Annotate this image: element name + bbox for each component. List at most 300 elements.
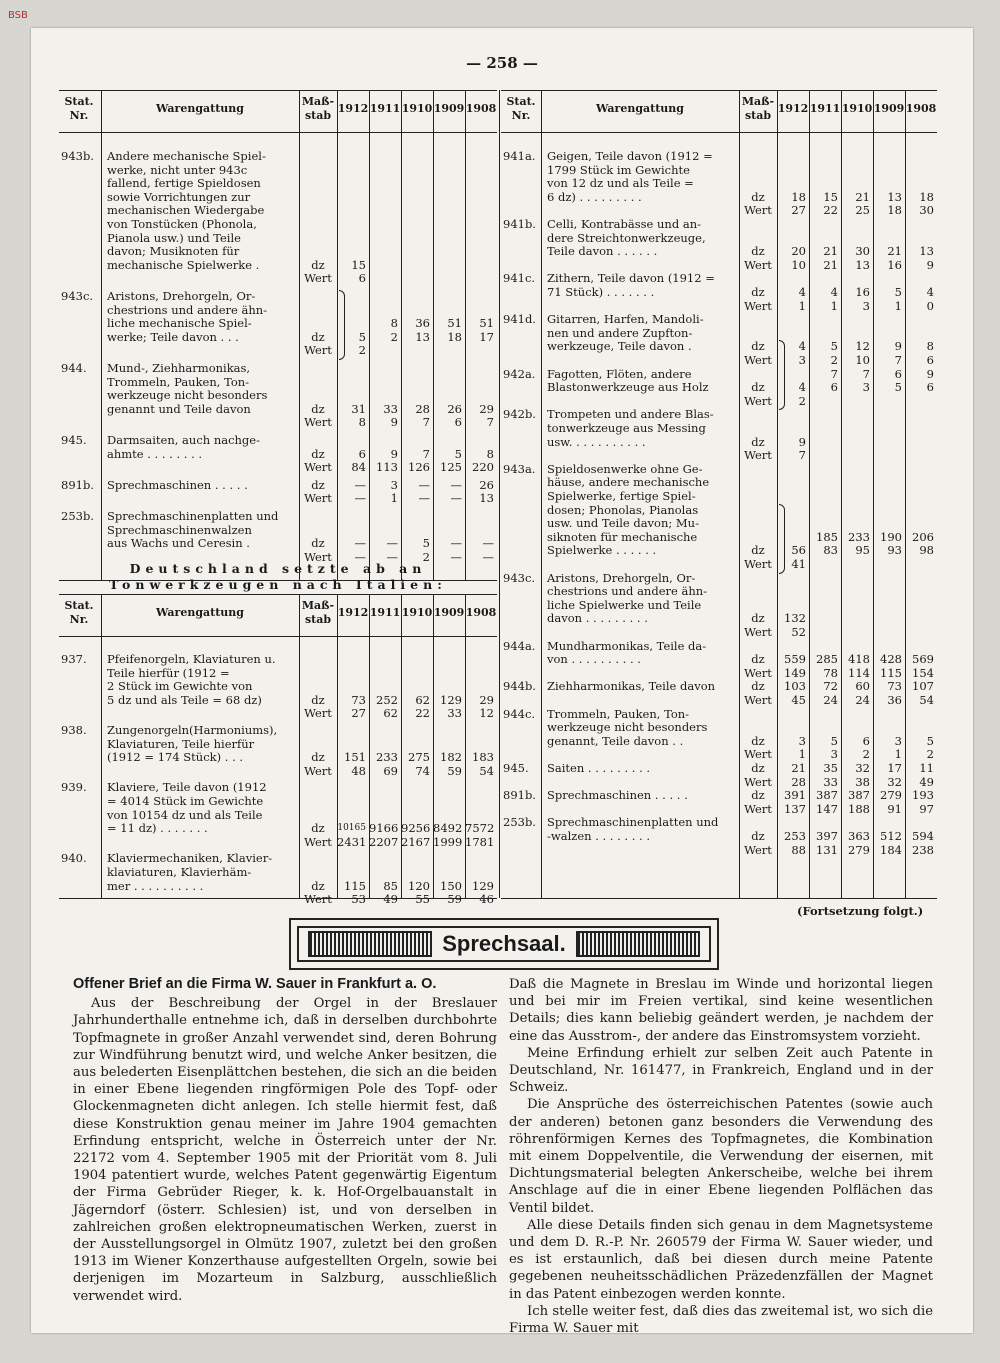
banner-pattern-right [576, 931, 700, 957]
row-description: mechanische Spielwerke . [107, 257, 260, 272]
group-brace [779, 504, 785, 574]
row-value: 38 [855, 774, 870, 789]
row-unit: dz [311, 401, 325, 416]
row-value: 9 [390, 415, 398, 430]
row-value: — [354, 477, 366, 492]
row-value: 182 [440, 750, 462, 765]
row-value: 45 [791, 693, 806, 707]
row-unit: Wert [744, 625, 772, 639]
row-value: 20 [791, 244, 806, 259]
row-value: 21 [823, 257, 838, 272]
row-unit: dz [311, 692, 325, 707]
row-value: 7 [798, 448, 806, 463]
row-value: 149 [784, 665, 806, 680]
library-stamp: BSB [8, 10, 28, 21]
row-value: 85 [383, 878, 398, 893]
row-description: Ziehharmonikas, Teile davon [547, 679, 716, 694]
row-unit: Wert [304, 834, 332, 849]
row-value: 6 [862, 733, 870, 748]
row-description: Mundharmonikas, Teile da- [547, 638, 707, 653]
row-description: mer . . . . . . . . . . [107, 878, 204, 893]
row-value: — [418, 491, 430, 506]
row-description: Celli, Kontrabässe und an- [547, 217, 701, 231]
row-value: 120 [408, 878, 430, 893]
row-value: 6 [358, 446, 366, 461]
row-value: 9 [390, 446, 398, 461]
row-unit: dz [311, 821, 325, 836]
row-description: Spielwerke, fertige Spiel- [547, 489, 696, 503]
row-value: 279 [848, 842, 870, 857]
row-value: 1 [798, 298, 806, 313]
row-unit: Wert [304, 491, 332, 506]
row-value: 52 [791, 625, 806, 639]
row-value: 2167 [401, 834, 431, 849]
row-description: Geigen, Teile davon (1912 = [547, 149, 713, 163]
row-value: 137 [784, 801, 806, 816]
stat-nr-header: Stat. Nr. [64, 95, 94, 122]
row-value-combined: 13 [415, 329, 430, 344]
row-value: 2 [422, 549, 430, 564]
row-description: aus Wachs und Ceresin . [107, 536, 250, 551]
row-unit: dz [751, 543, 765, 558]
row-value: 53 [351, 892, 366, 907]
row-value: 131 [816, 842, 838, 857]
row-value-combined: 6 [830, 380, 838, 395]
row-stat-nr: 939. [61, 780, 87, 795]
row-value-combined: 185 [816, 529, 838, 544]
row-value: 18 [887, 203, 902, 218]
year-header: 1909 [433, 102, 465, 115]
row-value: 84 [351, 460, 366, 475]
row-value: — [450, 536, 462, 551]
row-value: — [418, 477, 430, 492]
row-value: 5 [830, 339, 838, 354]
row-value: 78 [823, 665, 838, 680]
row-value: 55 [415, 892, 430, 907]
row-value: 7 [422, 446, 430, 461]
row-stat-nr: 938. [61, 723, 87, 737]
row-value: 103 [784, 679, 806, 694]
row-description: Trompeten und andere Blas- [547, 407, 714, 422]
row-value: 5 [358, 329, 366, 344]
row-stat-nr: 944. [61, 361, 87, 375]
row-value-combined: 93 [887, 543, 902, 558]
row-value: 28 [415, 401, 430, 416]
row-description: Mund-, Ziehharmonikas, [107, 361, 251, 375]
row-value: 107 [912, 679, 934, 694]
row-description: fallend, fertige Spieldosen [107, 176, 261, 191]
row-description: liche mechanische Spiel- [107, 316, 252, 331]
column-rule [739, 90, 740, 898]
table-header-top-rule [59, 90, 497, 91]
row-value-combined: 83 [823, 543, 838, 558]
column-rule [337, 594, 338, 898]
row-unit: dz [751, 380, 765, 395]
row-value: 9 [894, 339, 902, 354]
row-description: Pianola usw.) und Teile [107, 230, 241, 245]
row-description: (1912 = 174 Stück) . . . [107, 750, 244, 765]
year-header: 1912 [337, 102, 369, 115]
row-value-combined: 51 [479, 316, 494, 331]
row-value: 9166 [369, 821, 399, 836]
year-header: 1908 [905, 102, 937, 115]
row-unit: Wert [744, 801, 772, 816]
row-value: 397 [816, 829, 838, 843]
row-unit: dz [751, 339, 765, 354]
row-description: Sprechmaschinen . . . . . [547, 788, 688, 803]
row-value: 73 [351, 692, 366, 707]
row-unit: dz [311, 750, 325, 765]
row-value: 594 [912, 829, 934, 843]
row-unit: dz [311, 477, 325, 492]
row-value: 62 [415, 692, 430, 707]
letter-paragraph: Alle diese Details finden sich genau in dem Magnetsysteme und dem D. R.-P. Nr. 260579 der Firma W. Sauer wieder, und es ist erstaunlich, daß bei diesen durch meine Patente gegebenen neuheitsschädlichen Präzedenzfällen der Magnet in das Patent einbezogen werden konnte. [509, 1217, 933, 1302]
row-description: Sprechmaschinenplatten und [547, 815, 719, 830]
row-stat-nr: 945. [61, 433, 87, 447]
row-value: 129 [472, 878, 494, 893]
row-value: 391 [784, 788, 806, 803]
row-description: siknoten für mechanische [547, 529, 698, 544]
row-value: 193 [912, 788, 934, 803]
row-unit: Wert [744, 557, 772, 571]
row-value: 16 [855, 285, 870, 299]
row-unit: Wert [744, 747, 772, 762]
row-value: 125 [440, 460, 462, 475]
warengattung-header: Warengattung [156, 606, 244, 619]
table-bottom-rule [501, 898, 937, 899]
row-value: 73 [887, 679, 902, 694]
row-value: — [354, 549, 366, 564]
row-value: 9 [798, 434, 806, 449]
row-value: 16 [887, 257, 902, 272]
row-value: 387 [848, 788, 870, 803]
year-header: 1912 [777, 102, 809, 115]
row-value: 114 [848, 665, 870, 680]
row-description: klaviaturen, Klavierhäm- [107, 865, 252, 879]
row-description: von Tonstücken (Phonola, [107, 217, 257, 231]
row-value: 115 [344, 878, 366, 893]
row-value: 1 [390, 491, 398, 506]
row-value: 512 [880, 829, 902, 843]
year-header: 1911 [369, 606, 401, 619]
row-value: 9256 [401, 821, 431, 836]
row-description: Andere mechanische Spiel- [107, 149, 266, 163]
letter-paragraph: Ich stelle weiter fest, daß dies das zweitemal ist, wo sich die Firma W. Sauer mit [509, 1303, 933, 1337]
row-description: Sprechmaschinenwalzen [107, 522, 252, 537]
row-value: 56 [791, 543, 806, 558]
row-description: genannt und Teile davon [107, 401, 251, 416]
row-value: 74 [415, 763, 430, 778]
row-stat-nr: 944b. [503, 679, 536, 694]
row-stat-nr: 937. [61, 652, 87, 666]
row-value: 48 [351, 763, 366, 778]
row-value-combined: 7 [862, 366, 870, 381]
row-value-combined: 8 [390, 316, 398, 331]
row-description: Zungenorgeln(Harmoniums), [107, 723, 278, 737]
column-rule [541, 90, 542, 898]
row-description: davon; Musiknoten für [107, 244, 240, 259]
banner-pattern-left [308, 931, 432, 957]
row-description: usw. . . . . . . . . . . [547, 434, 646, 449]
row-unit: dz [751, 244, 765, 259]
row-stat-nr: 943a. [503, 461, 536, 476]
letter-left-column [73, 976, 497, 1305]
row-value: 2 [926, 747, 934, 762]
row-value: 15 [823, 189, 838, 204]
row-description: Blastonwerkzeuge aus Holz [547, 380, 709, 395]
row-value: 11 [919, 761, 934, 775]
row-value: 21 [791, 761, 806, 775]
row-value: 4 [926, 285, 934, 299]
row-value: 4 [798, 380, 806, 395]
row-description: sowie Vorrichtungen zur [107, 189, 251, 204]
row-stat-nr: 891b. [503, 788, 536, 803]
year-header: 1908 [465, 606, 497, 619]
row-value: 3 [894, 733, 902, 748]
row-unit: Wert [304, 271, 332, 286]
row-value: 54 [919, 693, 934, 707]
row-unit: dz [751, 733, 765, 748]
row-description: davon . . . . . . . . . [547, 611, 648, 626]
row-description: Aristons, Drehorgeln, Or- [547, 570, 696, 585]
row-value: 129 [440, 692, 462, 707]
row-value: 2 [830, 353, 838, 367]
row-value-combined: 3 [862, 380, 870, 395]
row-unit: Wert [744, 257, 772, 272]
row-description: Spielwerke . . . . . . [547, 543, 657, 558]
row-value: — [386, 549, 398, 564]
row-value: 1781 [465, 834, 495, 849]
row-value: 59 [447, 892, 462, 907]
row-unit: Wert [744, 774, 772, 789]
row-value: 569 [912, 652, 934, 667]
row-value: 22 [823, 203, 838, 218]
row-description: nen und andere Zupfton- [547, 325, 693, 340]
column-rule [465, 594, 466, 898]
row-description: werke, nicht unter 943c [107, 162, 248, 177]
row-description: Saiten . . . . . . . . . [547, 761, 651, 775]
row-value: 26 [447, 401, 462, 416]
row-value: 33 [823, 774, 838, 789]
row-value: 30 [855, 244, 870, 259]
row-description: Trommeln, Pauken, Ton- [107, 374, 250, 389]
row-value: 238 [912, 842, 934, 857]
row-value: 8 [486, 446, 494, 461]
row-stat-nr: 940. [61, 851, 87, 866]
row-value: 28 [791, 774, 806, 789]
letter-paragraph: Daß die Magnete in Breslau im Winde und horizontal liegen und bei mir im Freien vertikal, sind keine wesentlichen Details; dies kann beliebig geändert werden, je nachdem der eine das Ausstrom-, der andere das Einstromsystem vorzieht. [509, 977, 933, 1044]
row-value: 49 [919, 774, 934, 789]
row-value: 10165 [337, 823, 366, 834]
massstab-header: Maß- stab [301, 95, 335, 122]
page-sheet [31, 28, 973, 1337]
row-value: 6 [358, 271, 366, 286]
row-value: — [354, 491, 366, 506]
row-value-combined: 36 [415, 316, 430, 331]
italy-caption: Deutschland setzte ab an Tonwerkzeugen nach Italien: [109, 561, 447, 592]
row-description: 5 dz und als Teile = 68 dz) [107, 692, 262, 707]
row-description: werkzeuge, Teile davon . [547, 339, 692, 354]
row-stat-nr: 941c. [503, 271, 536, 286]
row-value: — [354, 536, 366, 551]
row-value-combined: 2 [390, 329, 398, 344]
row-value: 5 [894, 285, 902, 299]
row-value: 46 [479, 892, 494, 907]
row-value: — [450, 549, 462, 564]
year-header: 1912 [337, 606, 369, 619]
row-unit: dz [751, 829, 765, 843]
row-unit: Wert [744, 448, 772, 463]
row-description: Klaviere, Teile davon (1912 [107, 780, 267, 795]
row-stat-nr: 944a. [503, 638, 536, 653]
group-brace [779, 340, 785, 410]
row-value-combined: 233 [848, 529, 870, 544]
row-description: Klaviaturen, Teile hierfür [107, 736, 255, 751]
row-value: 17 [887, 761, 902, 775]
row-value: 41 [791, 557, 806, 571]
row-value: 1 [894, 747, 902, 762]
row-value: 7 [422, 415, 430, 430]
row-value-combined: 51 [447, 316, 462, 331]
row-value-combined: 5 [894, 380, 902, 395]
row-description: Aristons, Drehorgeln, Or- [107, 289, 256, 303]
row-value: 12 [479, 706, 494, 721]
row-value: — [450, 491, 462, 506]
row-value: 21 [855, 189, 870, 204]
row-description: mechanischen Wiedergabe [107, 203, 265, 218]
row-value: 97 [919, 801, 934, 816]
year-header: 1911 [809, 102, 841, 115]
row-unit: Wert [304, 343, 332, 358]
row-value: 1 [894, 298, 902, 313]
table-header-top-rule [501, 90, 937, 91]
row-value: 3 [798, 353, 806, 367]
column-rule [433, 594, 434, 898]
row-stat-nr: 253b. [61, 509, 94, 523]
row-value: 1 [798, 747, 806, 762]
row-stat-nr: 943b. [61, 149, 94, 163]
row-unit: Wert [744, 393, 772, 408]
row-description: = 11 dz) . . . . . . . [107, 821, 208, 836]
row-value: 559 [784, 652, 806, 667]
row-description: Gitarren, Harfen, Mandoli- [547, 312, 704, 327]
row-value: 33 [447, 706, 462, 721]
row-description: usw. und Teile davon; Mu- [547, 516, 699, 531]
row-value: 132 [784, 611, 806, 626]
row-value: 285 [816, 652, 838, 667]
row-value: 25 [855, 203, 870, 218]
row-unit: dz [311, 446, 325, 461]
row-description: werkzeuge nicht besonders [107, 388, 268, 403]
row-value: — [450, 477, 462, 492]
row-value: 21 [823, 244, 838, 259]
year-header: 1910 [841, 102, 873, 115]
row-value-combined: 190 [880, 529, 902, 544]
row-value: 31 [351, 401, 366, 416]
row-value-combined: 98 [919, 543, 934, 558]
row-description: liche Spielwerke und Teile [547, 597, 702, 612]
row-stat-nr: 942a. [503, 366, 536, 381]
row-value: 184 [880, 842, 902, 857]
row-value: 126 [408, 460, 430, 475]
row-description: Trommeln, Pauken, Ton- [547, 706, 690, 721]
row-value: 49 [383, 892, 398, 907]
row-value: 26 [479, 477, 494, 492]
row-description: Klaviermechaniken, Klavier- [107, 851, 273, 866]
row-unit: Wert [744, 298, 772, 313]
row-value: 428 [880, 652, 902, 667]
row-unit: dz [751, 285, 765, 299]
row-description: = 4014 Stück im Gewichte [107, 794, 264, 808]
massstab-header: Maß- stab [741, 95, 775, 122]
row-unit: dz [311, 257, 325, 272]
row-description: 1799 Stück im Gewichte [547, 162, 690, 177]
row-value: 13 [887, 189, 902, 204]
table-header-bottom-rule [59, 132, 497, 133]
row-value: 183 [472, 750, 494, 765]
row-value: 5 [830, 733, 838, 748]
row-value: 363 [848, 829, 870, 843]
year-header: 1909 [433, 606, 465, 619]
column-rule [299, 90, 300, 580]
row-value: 59 [447, 763, 462, 778]
row-value: 7572 [465, 821, 495, 836]
row-description: von 10154 dz und als Teile [107, 807, 263, 822]
row-value-combined: 17 [479, 329, 494, 344]
row-value: 5 [454, 446, 462, 461]
row-description: von 12 dz und als Teile = [547, 176, 694, 191]
row-stat-nr: 943c. [61, 289, 94, 303]
stat-nr-header: Stat. Nr. [506, 95, 536, 122]
row-value: 150 [440, 878, 462, 893]
row-description: genannt, Teile davon . . [547, 733, 684, 748]
row-description: dosen; Phonolas, Pianolas [547, 502, 699, 517]
row-stat-nr: 941d. [503, 312, 536, 327]
row-value: 3 [862, 298, 870, 313]
row-description: ahmte . . . . . . . . [107, 446, 203, 461]
row-value: 7 [894, 353, 902, 367]
row-value: 233 [376, 750, 398, 765]
row-value: 60 [855, 679, 870, 694]
row-description: Zithern, Teile davon (1912 = [547, 271, 715, 286]
row-stat-nr: 945. [503, 761, 529, 775]
row-value: 6 [454, 415, 462, 430]
banner-title: Sprechsaal. [442, 931, 566, 956]
row-unit: Wert [744, 353, 772, 367]
row-stat-nr: 941b. [503, 217, 536, 231]
row-description: Spieldosenwerke ohne Ge- [547, 461, 703, 476]
row-value: 35 [823, 761, 838, 775]
row-value: 2 [798, 393, 806, 408]
row-value: 13 [855, 257, 870, 272]
row-value: 3 [798, 733, 806, 748]
row-value: 154 [912, 665, 934, 680]
row-unit: Wert [304, 549, 332, 564]
row-value: 2207 [369, 834, 399, 849]
row-unit: dz [311, 878, 325, 893]
continuation-note: (Fortsetzung folgt.) [797, 904, 924, 918]
table-header-bottom-rule [501, 132, 937, 133]
row-value: 253 [784, 829, 806, 843]
letter-heading: Offener Brief an die Firma W. Sauer in Frankfurt a. O. [73, 976, 437, 992]
year-header: 1909 [873, 102, 905, 115]
year-header: 1908 [465, 102, 497, 115]
row-stat-nr: 253b. [503, 815, 536, 830]
row-value: 24 [823, 693, 838, 707]
row-description: chestrions und andere ähn- [547, 584, 708, 599]
row-value-combined: 7 [830, 366, 838, 381]
row-description: 71 Stück) . . . . . . . [547, 285, 655, 299]
